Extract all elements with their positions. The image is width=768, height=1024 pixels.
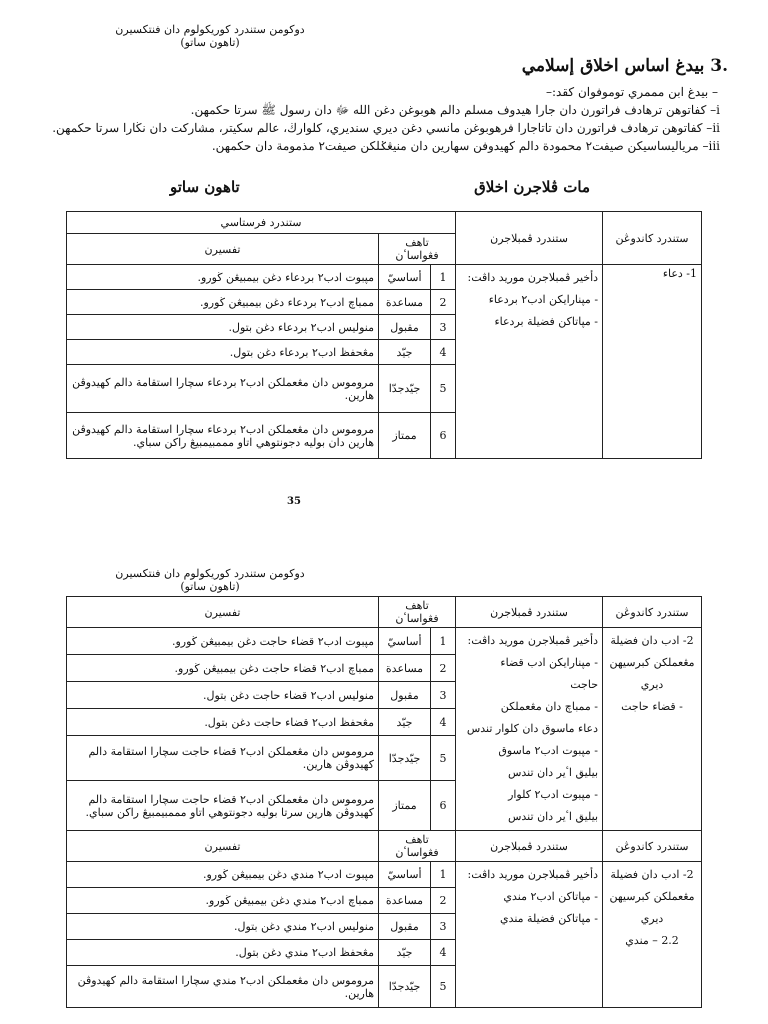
content-line: 2- ادب دان فضيلة (610, 868, 694, 881)
content-line: 2- ادب دان فضيلة (610, 634, 694, 647)
desc-header: تفسيرن (67, 597, 379, 628)
learning-line: - مپبوت ادب٢ کلوار (508, 788, 599, 801)
learning-line: - مڽنارايکن ادب قضاء (500, 656, 599, 669)
bullet-iii: iii– مرياليساسيکن صيفت٢ محمودة دالم كهيدوفن سهارين دان منيڠݢلکن صيفت٢ مذمومة دان حکمهن. (211, 139, 720, 153)
level-num: 2 (431, 655, 456, 682)
level-num: 2 (431, 290, 456, 315)
learning-standard-cell (456, 265, 603, 459)
level-num: 2 (431, 888, 456, 914)
learning-line: - مپبوت ادب٢ ماسوق (498, 744, 599, 757)
level-num: 1 (431, 628, 456, 655)
level-num: 4 (431, 709, 456, 736)
level-num: 3 (431, 315, 456, 340)
desc-cell: مپبوت ادب٢ مندي دغن بيمبيڠن ڬورو. (67, 862, 379, 888)
standards-table-1 (66, 211, 702, 459)
subject-heading: مات ڤلاجرن اخلاق (474, 178, 590, 196)
level-cell: جيّدجدّا (379, 966, 431, 1008)
learning-line: بيليق اٴير دان تندس (507, 810, 599, 823)
intro-text: – بيدغ ابن مممري توموفوان كقد:– (546, 85, 718, 99)
learning-header: ستندرد ڤمبلاجرن (456, 831, 603, 862)
desc-cell: مروموس دان مڠعملکن ادب٢ مندي سچارا استقامة دالم کهيدوڤن هارين. (67, 966, 379, 1008)
desc-cell: مروموس دان مڠعملکن ادب٢ قضاء حاجت سچارا استقامة دالم کهيدوڤن هارين سرتا بوليه دجونتوهي اتاو مممبيمبيڠ راکن سباي. (67, 781, 379, 831)
content-standard-cell (603, 862, 702, 1008)
desc-cell: مروموس دان مڠعملکن ادب٢ قضاء حاجت سچارا استقامة دالم کهيدوڤن هارين. (67, 736, 379, 781)
level-num: 1 (431, 862, 456, 888)
level-cell: أساسيّ (379, 862, 431, 888)
learning-line: - مڽاتاکن فضيلة مندي (499, 912, 599, 925)
desc-cell: ممباچ ادب٢ قضاء حاجت دغن بيمبيڠن ڬورو. (67, 655, 379, 682)
level-cell: مقبول (379, 682, 431, 709)
content-standard-cell (603, 628, 702, 831)
content-line: ديري (640, 678, 664, 691)
learning-line: - مڽنارايکن ادب٢ بردعاء (488, 293, 599, 306)
level-cell: أساسيّ (379, 628, 431, 655)
level-cell: مساعدة (379, 290, 431, 315)
level-cell: ممتاز (379, 413, 431, 459)
page-header: دوکومن ستندرد کوريکولوم دان فنتکسيرن (تاهون ساتو) (115, 23, 305, 49)
bullet-i: i– كفاتوهن ترهادف فراتورن دان جارا هيدوف مسلم دالم هوبوغن دغن الله ﷻ دان رسول ﷺ سرتا حكمهن. (190, 103, 720, 117)
desc-cell: مڠحفظ ادب٢ مندي دغن بتول. (67, 940, 379, 966)
learning-line: دأخير ڤمبلاجرن موريد داڤت: (467, 634, 599, 647)
level-cell: ممتاز (379, 781, 431, 831)
level-num: 3 (431, 914, 456, 940)
level-num: 1 (431, 265, 456, 290)
level-num: 4 (431, 940, 456, 966)
learning-line: حاجت (570, 678, 599, 691)
content-header: ستندرد کاندوڠن (603, 597, 702, 628)
level-header: تاهف فڠواساٴن (379, 234, 456, 265)
content-line: 2.2 – مندي (625, 934, 679, 947)
desc-cell: مپبوت ادب٢ بردعاء دغن بيمبيڠن ڬورو. (67, 265, 379, 290)
desc-cell: ممباچ ادب٢ بردعاء دغن بيمبيڠن ڬورو. (67, 290, 379, 315)
learning-line: - مڽاتاکن فضيلة بردعاء (494, 315, 599, 328)
learning-line: دعاء ماسوق دان کلوار تندس (466, 722, 599, 735)
desc-cell: منوليس ادب٢ قضاء حاجت دغن بتول. (67, 682, 379, 709)
section-number: .3 (710, 56, 728, 76)
desc-cell: مپبوت ادب٢ قضاء حاجت دغن بيمبيڠن ڬورو. (67, 628, 379, 655)
content-header: ستندرد کاندوڠن (603, 831, 702, 862)
learning-standard-cell (456, 628, 603, 831)
level-num: 3 (431, 682, 456, 709)
level-cell: جيّد (379, 340, 431, 365)
learning-header: ستندرد ڤمبلاجرن (456, 212, 603, 265)
level-cell: مساعدة (379, 655, 431, 682)
learning-header: ستندرد ڤمبلاجرن (456, 597, 603, 628)
desc-header: تفسيرن (67, 831, 379, 862)
desc-cell: مروموس دان مڠعملکن ادب٢ بردعاء سچارا استقامة دالم کهيدوڤن هارين. (67, 365, 379, 413)
level-num: 5 (431, 966, 456, 1008)
section-title: بيدغ اساس اخلاق إسلامي (521, 56, 705, 76)
learning-standard-cell (456, 862, 603, 1008)
level-header: تاهف فڠواساٴن (379, 831, 456, 862)
level-cell: جيّدجدّا (379, 365, 431, 413)
level-cell: مقبول (379, 914, 431, 940)
desc-cell: مڠحفظ ادب٢ قضاء حاجت دغن بتول. (67, 709, 379, 736)
content-line: - قضاء حاجت (621, 700, 683, 713)
year-heading: تاهون ساتو (170, 178, 240, 196)
desc-cell: مروموس دان مڠعملکن ادب٢ بردعاء سچارا استقامة دالم کهيدوڤن هارين دان بوليه دجونتوهي اتاو مممبيمبيڠ راکن سباي. (67, 413, 379, 459)
level-num: 5 (431, 736, 456, 781)
desc-cell: ممباچ ادب٢ مندي دغن بيمبيڠن ڬورو. (67, 888, 379, 914)
level-cell: جيّد (379, 940, 431, 966)
content-line: ديري (640, 912, 664, 925)
page-number: 35 (287, 496, 301, 507)
desc-cell: منوليس ادب٢ بردعاء دغن بتول. (67, 315, 379, 340)
level-num: 6 (431, 413, 456, 459)
level-num: 5 (431, 365, 456, 413)
learning-line: - ممباچ دان مڠعملکن (500, 700, 599, 713)
performance-header: ستندرد فرستاسي (67, 212, 456, 234)
level-num: 4 (431, 340, 456, 365)
content-standard-cell: 1- دعاء (603, 265, 702, 459)
level-cell: مساعدة (379, 888, 431, 914)
standards-table-2 (66, 596, 702, 1008)
level-header: تاهف فڠواساٴن (379, 597, 456, 628)
level-cell: جيّد (379, 709, 431, 736)
bullet-ii: ii– كفاتوهن ترهادف فراتورن دان تاتاجارا فرهوبوغن مانسي دغن ديري سنديري، كلوارڬ، عالم سكيتر، مشاركت دان نڬارا سرتا حكمهن. (52, 121, 720, 135)
level-cell: جيّدجدّا (379, 736, 431, 781)
section-title-row (522, 56, 728, 76)
desc-cell: مڠحفظ ادب٢ بردعاء دغن بتول. (67, 340, 379, 365)
desc-header: تفسيرن (67, 234, 379, 265)
learning-line: دأخير ڤمبلاجرن موريد داڤت: (467, 868, 599, 881)
desc-cell: منوليس ادب٢ مندي دغن بتول. (67, 914, 379, 940)
learning-line: دأخير ڤمبلاجرن موريد داڤت: (467, 271, 599, 284)
content-line: مڠعملکن کبرسيهن (609, 890, 695, 903)
page-header: دوکومن ستندرد کوريکولوم دان فنتکسيرن (تاهون ساتو) (115, 567, 305, 593)
learning-line: - مڽاتاکن ادب٢ مندي (503, 890, 599, 903)
level-num: 6 (431, 781, 456, 831)
level-cell: مقبول (379, 315, 431, 340)
content-header: ستندرد کاندوڠن (603, 212, 702, 265)
learning-line: بيليق اٴير دان تندس (507, 766, 599, 779)
content-line: مڠعملکن کبرسيهن (609, 656, 695, 669)
level-cell: أساسيّ (379, 265, 431, 290)
